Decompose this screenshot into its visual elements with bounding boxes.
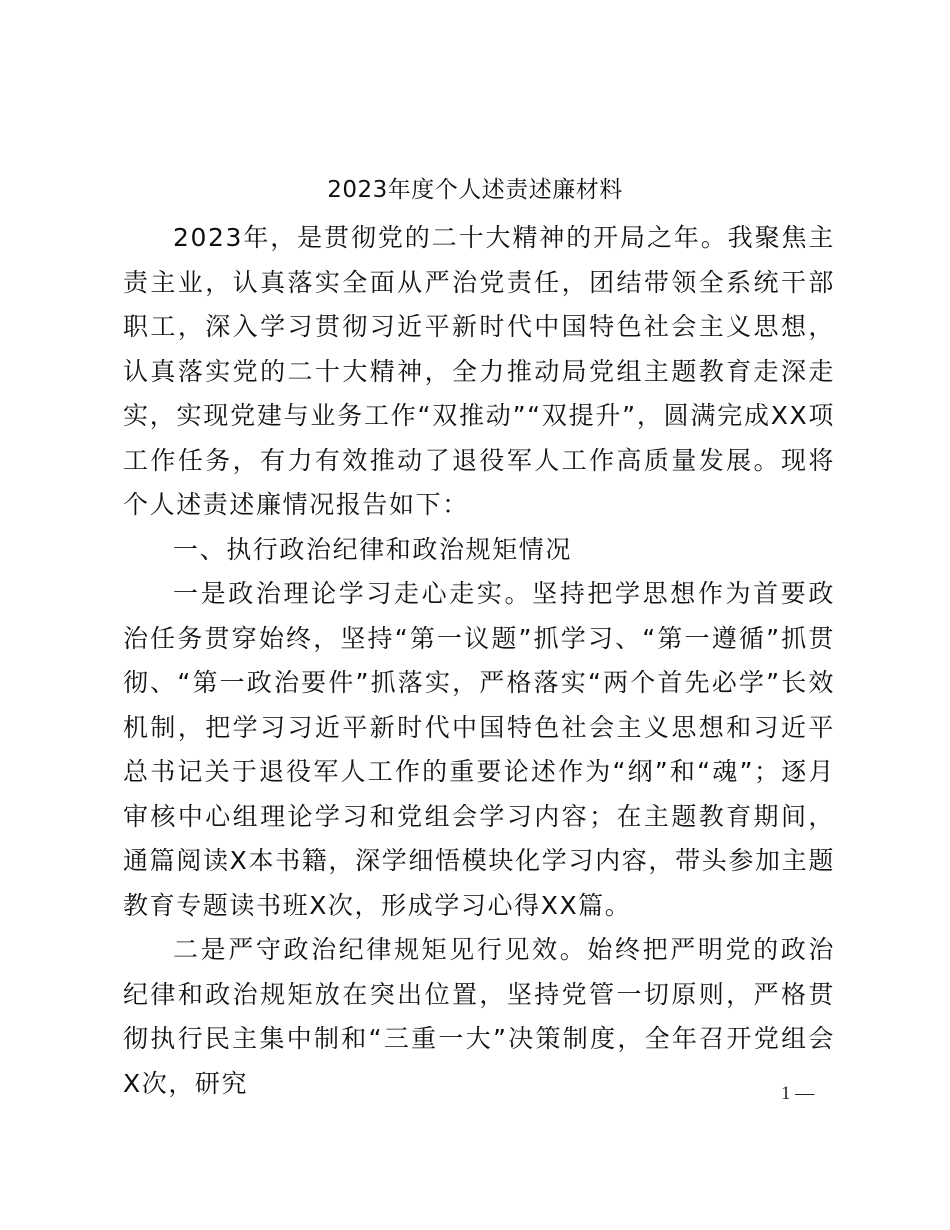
document-title: 2023年度个人述责述廉材料 <box>327 177 623 203</box>
section-heading-1: 一、执行政治纪律和政治规矩情况 <box>173 534 573 564</box>
paragraph-political-discipline: 二是严守政治纪律规矩见行见效。始终把严明党的政治纪律和政治规矩放在突出位置，坚持党管一切原则，严格贯彻执行民主集中制和“三重一大”决策制度，全年召开党组会X次，研究 <box>123 935 835 1098</box>
paragraph-theory-study: 一是政治理论学习走心走实。坚持把学思想作为首要政治任务贯穿始终，坚持“第一议题”抓学习、“第一遵循”抓贯彻、“第一政治要件”抓落实，严格落实“两个首先必学”长效机制，把学习习近平新时代中国特色社会主义思想和习近平总书记关于退役军人工作的重要论述作为“纲”和“魂”；逐月审核中心组理论学习和党组会学习内容；在主题教育期间，通篇阅读X本书籍，深学细悟模块化学习内容，带头参加主题教育专题读书班X次，形成学习心得XX篇。 <box>123 579 835 920</box>
document-body <box>123 216 835 1106</box>
paragraph-intro: 2023年，是贯彻党的二十大精神的开局之年。我聚焦主责主业，认真落实全面从严治党责任，团结带领全系统干部职工，深入学习贯彻习近平新时代中国特色社会主义思想，认真落实党的二十大精神，全力推动局党组主题教育走深走实，实现党建与业务工作“双推动”“双提升”，圆满完成XX项工作任务，有力有效推动了退役军人工作高质量发展。现将个人述责述廉情况报告如下： <box>123 223 835 519</box>
page-number: 1 — <box>781 1083 815 1104</box>
